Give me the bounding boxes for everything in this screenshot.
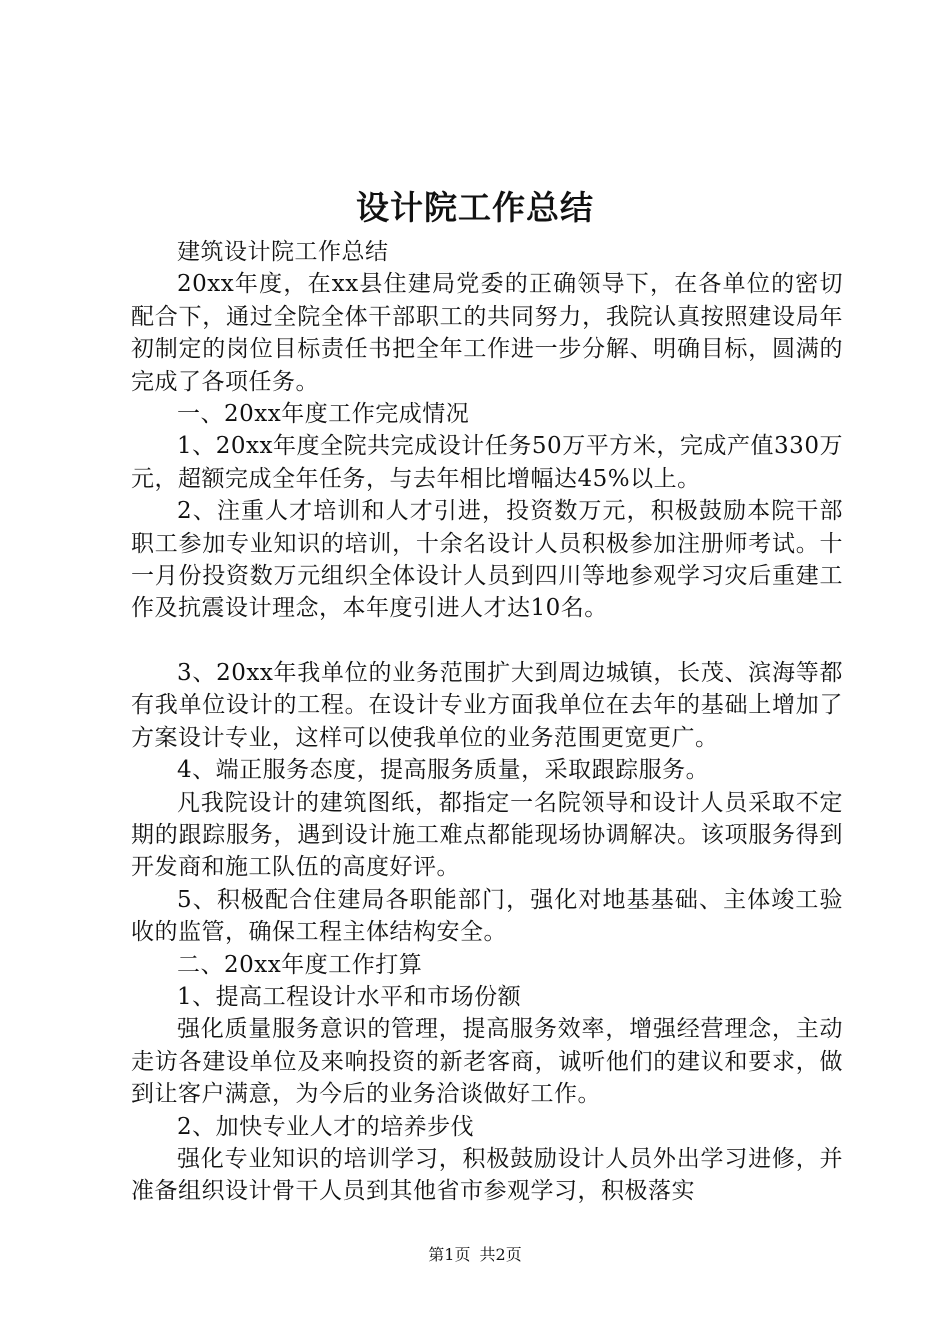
- paragraph-item-2: 2、注重人才培训和人才引进，投资数万元，积极鼓励本院干部职工参加专业知识的培训，十余名设计人员积极参加注册师考试。十一月份投资数万元组织全体设计人员到四川等地参观学习灾后重建工作及抗震设计理念，本年度引进人才达10名。: [131, 498, 843, 622]
- document-title: 设计院工作总结: [356, 188, 594, 227]
- plan-heading-1: 1、提高工程设计水平和市场份额: [177, 983, 522, 1010]
- paragraph-item-3: 3、20xx年我单位的业务范围扩大到周边城镇，长茂、滨海等都有我单位设计的工程。在设计专业方面我单位在去年的基础上增加了方案设计专业，这样可以使我单位的业务范围更宽更广。: [131, 659, 843, 751]
- page-footer: [0, 1244, 950, 1266]
- section-heading-2: 二、20xx年度工作打算: [177, 951, 423, 978]
- paragraph-item-4-detail: 凡我院设计的建筑图纸，都指定一名院领导和设计人员采取不定期的跟踪服务，遇到设计施工难点都能现场协调解决。该项服务得到开发商和施工队伍的高度好评。: [131, 789, 843, 881]
- page-total: 共2页: [479, 1245, 522, 1264]
- section-heading-1: 一、20xx年度工作完成情况: [177, 401, 470, 428]
- page-number: 第1页: [428, 1245, 471, 1264]
- paragraph-intro: 20xx年度，在xx县住建局党委的正确领导下，在各单位的密切配合下，通过全院全体干部职工的共同努力，我院认真按照建设局年初制定的岗位目标责任书把全年工作进一步分解、明确目标，圆满的完成了各项任务。: [131, 271, 843, 395]
- plan-heading-2: 2、加快专业人才的培养步伐: [177, 1113, 475, 1140]
- document-body: [131, 236, 843, 1208]
- paragraph-subtitle: 建筑设计院工作总结: [177, 239, 389, 265]
- plan-paragraph-1: 强化质量服务意识的管理，提高服务效率，增强经营理念，主动走访各建设单位及来响投资的新老客商，诚听他们的建议和要求，做到让客户满意，为今后的业务洽谈做好工作。: [131, 1016, 843, 1108]
- paragraph-item-1: 1、20xx年度全院共完成设计任务50万平方米，完成产值330万元，超额完成全年任务，与去年相比增幅达45%以上。: [131, 433, 843, 492]
- plan-paragraph-2: 强化专业知识的培训学习，积极鼓励设计人员外出学习进修，并准备组织设计骨干人员到其他省市参观学习，积极落实: [131, 1145, 843, 1205]
- paragraph-item-5: 5、积极配合住建局各职能部门，强化对地基基础、主体竣工验收的监管，确保工程主体结构安全。: [131, 886, 843, 946]
- paragraph-item-4: 4、端正服务态度，提高服务质量，采取跟踪服务。: [177, 757, 710, 784]
